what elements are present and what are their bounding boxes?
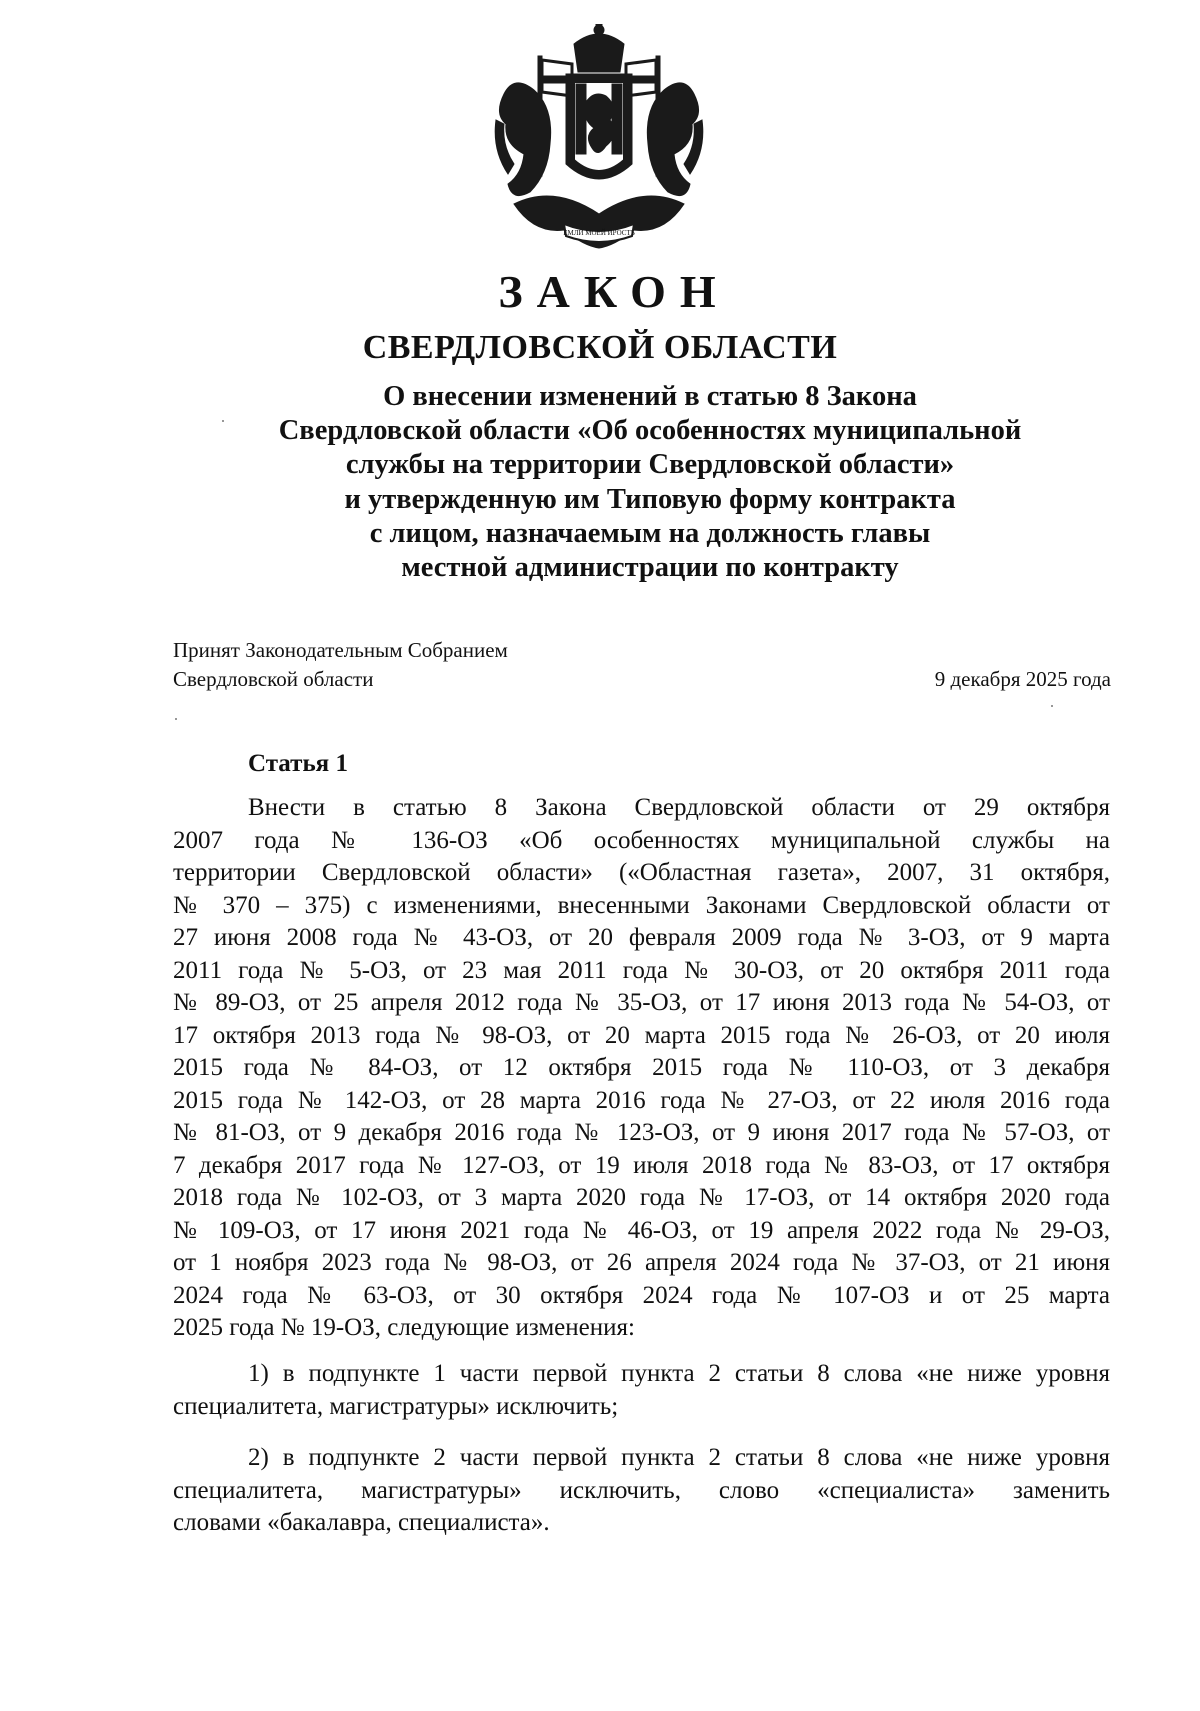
text-line: 2) в подпункте 2 части первой пункта 2 статьи 8 слова «не ниже уровня <box>248 1444 1110 1471</box>
text-line: 27 июня 2008 года № 43-ОЗ, от 20 февраля 2009 года № 3-ОЗ, от 9 марта <box>173 924 1110 951</box>
text-line: Внести в статью 8 Закона Свердловской области от 29 октября <box>248 794 1110 821</box>
text-line: специалитета, магистратуры» исключить; <box>173 1392 619 1420</box>
scan-speck <box>222 420 224 422</box>
law-subject <box>210 380 1090 585</box>
scan-speck <box>175 718 177 720</box>
document-title: ЗАКОН <box>498 266 730 317</box>
adoption-date: 9 декабря 2025 года <box>934 667 1111 691</box>
text-line: 2018 года № 102-ОЗ, от 3 марта 2020 года № 17-ОЗ, от 14 октября 2020 года <box>173 1184 1110 1211</box>
subject-line: с лицом, назначаемым на должность главы <box>369 517 931 549</box>
amendment-item-2 <box>173 1442 1110 1540</box>
text-line: 2011 года № 5-ОЗ, от 23 мая 2011 года № 30-ОЗ, от 20 октября 2011 года <box>173 956 1110 984</box>
text-line: специалитета, магистратуры» исключить, слово «специалиста» заменить <box>173 1476 1110 1504</box>
amendment-item-1 <box>173 1358 1110 1423</box>
adoption-line: Принят Законодательным Собранием <box>173 638 508 662</box>
text-line: 2024 года № 63-ОЗ, от 30 октября 2024 года № 107-ОЗ и от 25 марта <box>173 1281 1110 1309</box>
subject-line: О внесении изменений в статью 8 Закона <box>383 381 917 412</box>
subject-line: и утвержденную им Типовую форму контракта <box>344 483 956 515</box>
text-line: от 1 ноября 2023 года № 98-ОЗ, от 26 апреля 2024 года № 37-ОЗ, от 21 июня <box>173 1249 1110 1276</box>
emblem-banner-text: ЕМЛИ МОЕЙ ИРОСТЬ <box>563 229 635 237</box>
subject-line: местной администрации по контракту <box>401 552 899 584</box>
coat-of-arms-emblem <box>494 24 704 256</box>
text-line: 17 октября 2013 года № 98-ОЗ, от 20 марта 2015 года № 26-ОЗ, от 20 июля <box>173 1021 1110 1049</box>
text-line: территории Свердловской области» («Областная газета», 2007, 31 октября, <box>173 859 1110 886</box>
text-line: № 81-ОЗ, от 9 декабря 2016 года № 123-ОЗ, от 9 июня 2017 года № 57-ОЗ, от <box>173 1119 1110 1146</box>
scan-speck <box>1051 705 1053 707</box>
article-main-paragraph <box>173 792 1110 1345</box>
text-line: 7 декабря 2017 года № 127-ОЗ, от 19 июля 2018 года № 83-ОЗ, от 17 октября <box>173 1151 1110 1179</box>
text-line: 1) в подпункте 1 части первой пункта 2 статьи 8 слова «не ниже уровня <box>248 1360 1110 1387</box>
text-line: 2007 года № 136-ОЗ «Об особенностях муниципальной службы на <box>173 826 1110 854</box>
text-line: 2015 года № 142-ОЗ, от 28 марта 2016 года № 27-ОЗ, от 22 июля 2016 года <box>173 1086 1110 1114</box>
text-line: 2025 года № 19-ОЗ, следующие изменения: <box>173 1314 635 1341</box>
text-line: № 89-ОЗ, от 25 апреля 2012 года № 35-ОЗ, от 17 июня 2013 года № 54-ОЗ, от <box>173 989 1110 1016</box>
adoption-line: Свердловской области <box>173 667 374 691</box>
text-line: 2015 года № 84-ОЗ, от 12 октября 2015 года № 110-ОЗ, от 3 декабря <box>173 1054 1110 1081</box>
text-line: словами «бакалавра, специалиста». <box>173 1509 550 1536</box>
text-line: № 109-ОЗ, от 17 июня 2021 года № 46-ОЗ, от 19 апреля 2022 года № 29-ОЗ, <box>173 1216 1110 1244</box>
article-heading: Статья 1 <box>248 750 348 777</box>
region-title: СВЕРДЛОВСКОЙ ОБЛАСТИ <box>362 329 838 366</box>
subject-line: Свердловской области «Об особенностях муниципальной <box>278 415 1022 447</box>
adoption-authority <box>173 636 508 694</box>
text-line: № 370 – 375) с изменениями, внесенными Законами Свердловской области от <box>173 891 1110 919</box>
subject-line: службы на территории Свердловской области» <box>345 449 955 481</box>
